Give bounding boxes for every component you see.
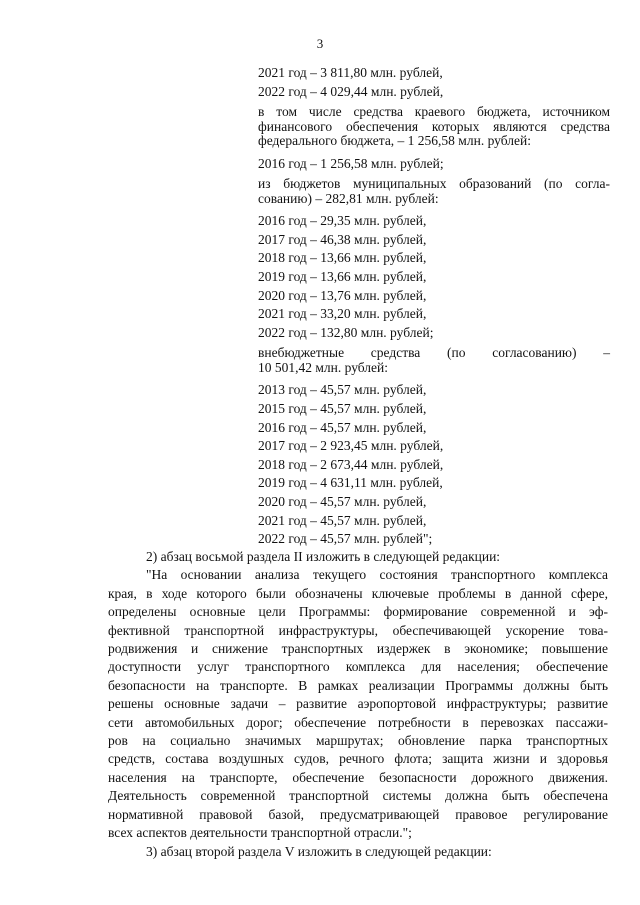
funding-line: 2016 год – 29,35 млн. рублей, bbox=[258, 213, 427, 229]
funding-line: 2016 год – 45,57 млн. рублей, bbox=[258, 419, 427, 435]
funding-line: 2022 год – 45,57 млн. рублей"; bbox=[258, 531, 433, 547]
quote-line: Деятельность современной транспортной системы должна быть обеспечена bbox=[108, 788, 608, 804]
municipal-paragraph: из бюджетов муниципальных образований (по согла-сованию) – 282,81 млн. рублей: bbox=[258, 176, 610, 206]
quote-line: доступности услуг транспортного комплекса для населения; обеспечение bbox=[108, 659, 608, 675]
quote-line: определены основные цели Программы: формирование современной и эф- bbox=[108, 604, 608, 620]
funding-line: 2022 год – 4 029,44 млн. рублей, bbox=[258, 83, 444, 99]
funding-line: 2013 год – 45,57 млн. рублей, bbox=[258, 382, 427, 398]
funding-line: 2019 год – 13,66 млн. рублей, bbox=[258, 269, 427, 285]
item-3-heading: 3) абзац второй раздела V изложить в следующей редакции: bbox=[146, 843, 492, 859]
quote-line: всех аспектов деятельности транспортной отрасли."; bbox=[108, 825, 412, 841]
item-2-heading: 2) абзац восьмой раздела II изложить в следующей редакции: bbox=[146, 549, 501, 564]
funding-line: 2021 год – 33,20 млн. рублей, bbox=[258, 306, 427, 322]
quote-line: "На основании анализа текущего состояния транспортного комплекса bbox=[146, 567, 608, 583]
quote-line: ров на социально значимых маршрутах; обновление парка транспортных bbox=[108, 733, 608, 749]
quote-line: сети автомобильных дорог; обеспечение потребности в перевозках пассажи- bbox=[108, 714, 608, 730]
quote-line: средств, состава воздушных судов, речного флота; защита жизни и здоровья bbox=[108, 751, 608, 767]
page-number: 3 bbox=[316, 36, 324, 51]
funding-line: 2018 год – 13,66 млн. рублей, bbox=[258, 250, 427, 266]
funding-line: 2020 год – 45,57 млн. рублей, bbox=[258, 494, 427, 509]
extrabudget-line: внебюджетные средства (по согласованию) – bbox=[258, 345, 610, 361]
quote-line: нормативной правовой базой, предусматривающей правовое регулирование bbox=[108, 806, 608, 822]
extrabudget-line: 10 501,42 млн. рублей: bbox=[258, 359, 389, 375]
funding-line: 2017 год – 46,38 млн. рублей, bbox=[258, 231, 427, 247]
quote-line: решены основные задачи – развитие аэропортовой инфраструктуры; развитие bbox=[108, 696, 608, 712]
amendment-body bbox=[108, 548, 608, 861]
quote-line: населения на транспорте, обеспечение безопасности дорожного движения. bbox=[108, 769, 608, 785]
funding-line: 2016 год – 1 256,58 млн. рублей; bbox=[258, 155, 444, 171]
funding-line: 2021 год – 3 811,80 млн. рублей, bbox=[258, 65, 443, 80]
federal-paragraph: в том числе средства краевого бюджета, источником финансового обеспечения которых являются средства федерального бюджета, – 1 256,58 млн. рублей: bbox=[258, 104, 610, 149]
funding-line: 2021 год – 45,57 млн. рублей, bbox=[258, 512, 427, 528]
quoted-paragraph bbox=[108, 566, 608, 842]
extrabudget-paragraph bbox=[258, 346, 610, 375]
quote-line: безопасности на транспорте. В рамках реализации Программы должны быть bbox=[108, 677, 608, 693]
funding-line: 2019 год – 4 631,11 млн. рублей, bbox=[258, 475, 443, 491]
funding-line: 2017 год – 2 923,45 млн. рублей, bbox=[258, 438, 444, 454]
funding-line: 2015 год – 45,57 млн. рублей, bbox=[258, 401, 427, 417]
quote-line: родвижения и снижение транспортных издержек в экономике; повышение bbox=[108, 641, 608, 657]
quote-line: края, в ходе которого были обозначены ключевые проблемы в данной сфере, bbox=[108, 585, 608, 601]
funding-line: 2018 год – 2 673,44 млн. рублей, bbox=[258, 456, 444, 472]
funding-column bbox=[258, 64, 610, 549]
funding-line: 2022 год – 132,80 млн. рублей; bbox=[258, 324, 434, 340]
funding-line: 2020 год – 13,76 млн. рублей, bbox=[258, 287, 427, 303]
quote-line: фективной транспортной инфраструктуры, обеспечивающей ускорение това- bbox=[108, 622, 608, 638]
